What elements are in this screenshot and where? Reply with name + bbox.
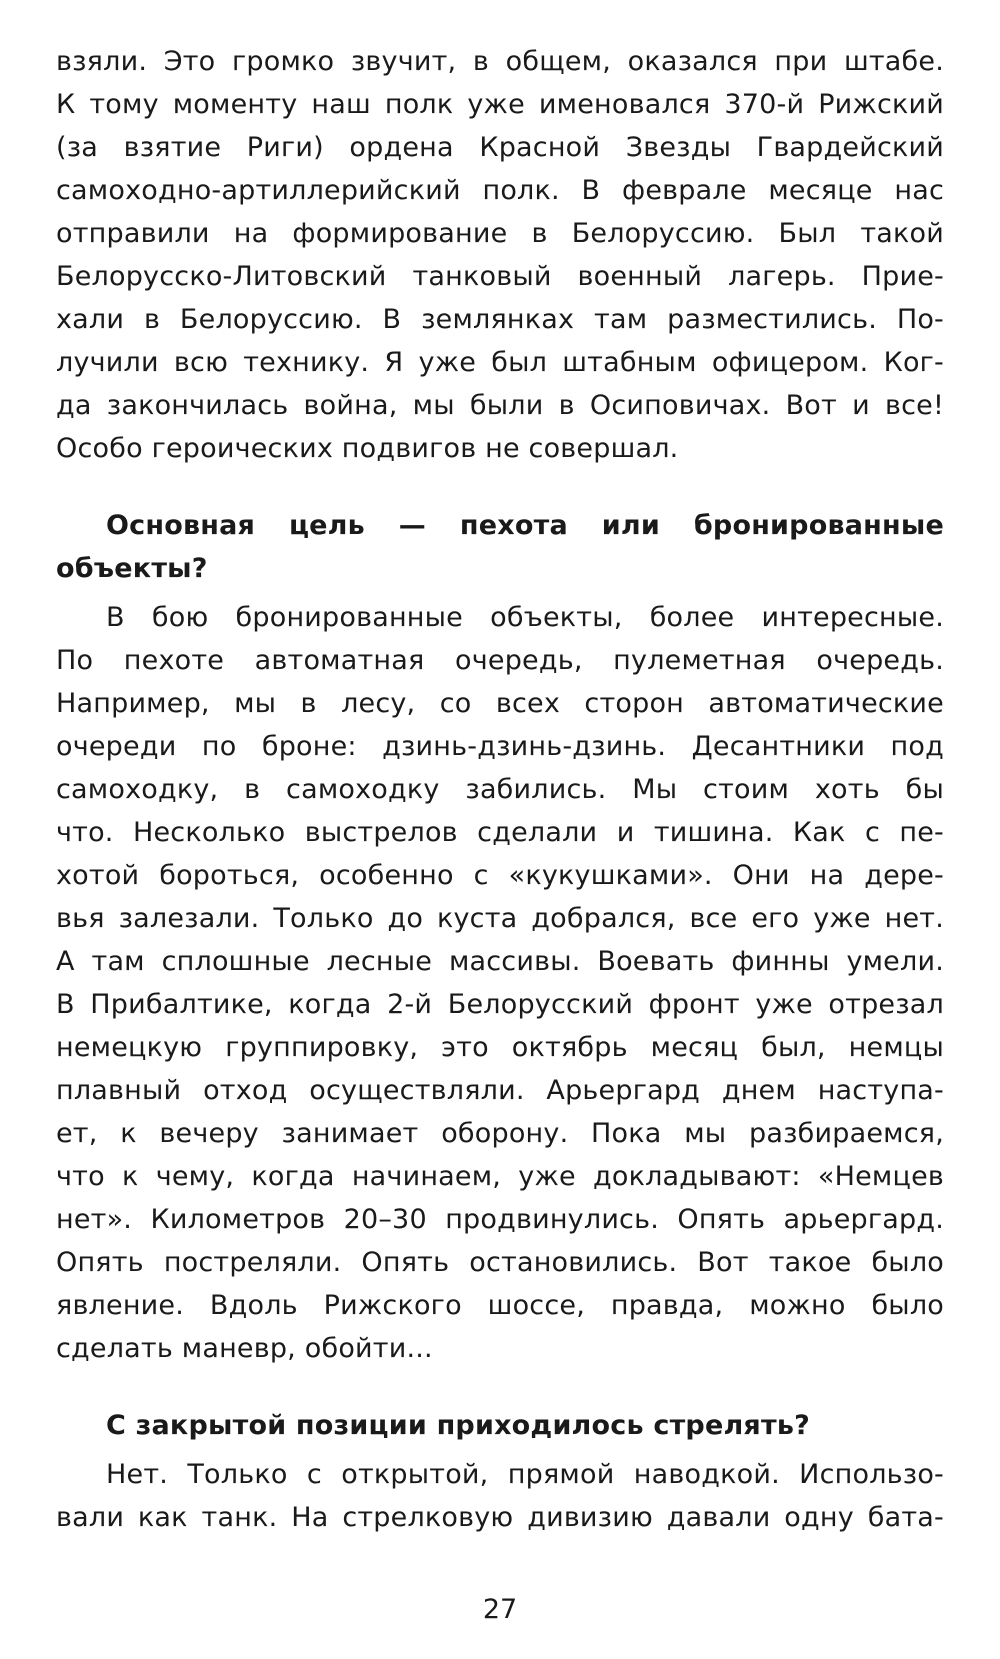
- text-line: самоходно-артиллерийский полк. В феврале месяце нас: [56, 175, 944, 206]
- text-line: Опять постреляли. Опять остановились. Вот такое было: [56, 1247, 944, 1278]
- text-line: хотой бороться, особенно с «кукушками». Они на дере-: [56, 860, 944, 891]
- text-line: (за взятие Риги) ордена Красной Звезды Гвардейский: [56, 132, 944, 163]
- paragraph-3: [56, 1453, 944, 1539]
- text-line: что. Несколько выстрелов сделали и тишина. Как с пе-: [56, 817, 944, 848]
- text-line: Особо героических подвигов не совершал.: [56, 433, 679, 464]
- text-line: В бою бронированные объекты, более интересные.: [106, 602, 944, 633]
- text-line: самоходку, в самоходку забились. Мы стоим хоть бы: [56, 774, 944, 805]
- question-heading-2: [56, 1404, 944, 1447]
- text-line: Белорусско-Литовский танковый военный лагерь. Прие-: [56, 261, 944, 292]
- text-line: очереди по броне: дзинь-дзинь-дзинь. Десантники под: [56, 731, 944, 762]
- heading-line: объекты?: [56, 553, 208, 584]
- text-line: вья залезали. Только до куста добрался, все его уже нет.: [56, 903, 944, 934]
- text-line: явление. Вдоль Рижского шоссе, правда, можно было: [56, 1290, 944, 1321]
- paragraph-1: [56, 40, 944, 470]
- question-heading-1: [56, 504, 944, 590]
- text-line: К тому моменту наш полк уже именовался 370-й Рижский: [56, 89, 944, 120]
- text-line: Например, мы в лесу, со всех сторон автоматические: [56, 688, 944, 719]
- text-line: По пехоте автоматная очередь, пулеметная очередь.: [56, 645, 944, 676]
- book-page: [56, 40, 944, 1539]
- text-line: В Прибалтике, когда 2-й Белорусский фронт уже отрезал: [56, 989, 944, 1020]
- text-line: сделать маневр, обойти...: [56, 1333, 433, 1364]
- text-line: да закончилась война, мы были в Осиповичах. Вот и все!: [56, 390, 944, 421]
- text-line: немецкую группировку, это октябрь месяц был, немцы: [56, 1032, 944, 1063]
- text-line: Нет. Только с открытой, прямой наводкой. Использо-: [106, 1459, 944, 1490]
- heading-line: С закрытой позиции приходилось стрелять?: [106, 1410, 810, 1441]
- text-line: лучили всю технику. Я уже был штабным офицером. Ког-: [56, 347, 944, 378]
- text-line: нет». Километров 20–30 продвинулись. Опять арьергард.: [56, 1204, 944, 1235]
- text-line: А там сплошные лесные массивы. Воевать финны умели.: [56, 946, 944, 977]
- paragraph-2: [56, 596, 944, 1370]
- text-line: хали в Белоруссию. В землянках там разместились. По-: [56, 304, 944, 335]
- text-line: отправили на формирование в Белоруссию. Был такой: [56, 218, 944, 249]
- text-line: ет, к вечеру занимает оборону. Пока мы разбираемся,: [56, 1118, 944, 1149]
- text-line: вали как танк. На стрелковую дивизию давали одну бата-: [56, 1502, 944, 1533]
- text-line: взяли. Это громко звучит, в общем, оказался при штабе.: [56, 46, 944, 77]
- page-number: 27: [482, 1594, 518, 1625]
- text-line: плавный отход осуществляли. Арьергард днем наступа-: [56, 1075, 944, 1106]
- text-line: что к чему, когда начинаем, уже докладывают: «Немцев: [56, 1161, 944, 1192]
- heading-line: Основная цель — пехота или бронированные: [106, 510, 944, 541]
